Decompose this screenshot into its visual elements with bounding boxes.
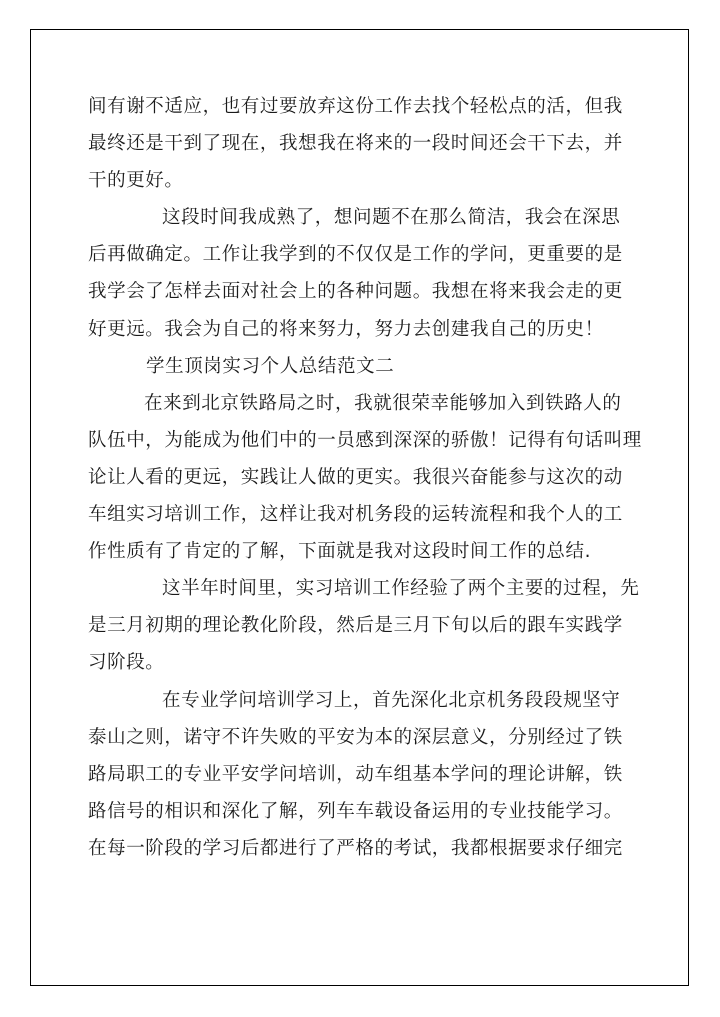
paragraph-first-line: 在专业学问培训学习上，首先深化北京机务段段规坚守 [162,689,621,711]
text-line: 队伍中，为能成为他们中的一员感到深深的骄傲！记得有句话叫理 [88,429,642,451]
text-line: 泰山之则，诺守不许失败的平安为本的深层意义，分别经过了铁 [88,726,623,748]
text-line: 间有谢不适应，也有过要放弃这份工作去找个轻松点的活，但我 [88,96,623,117]
text-line: 在每一阶段的学习后都进行了严格的考试，我都根据要求仔细完 [88,837,623,859]
text-line: 好更远。我会为自己的将来努力，努力去创建我自己的历史！ [88,318,604,340]
document-body [88,88,642,867]
text-line: 路局职工的专业平安学问培训，动车组基本学问的理论讲解，铁 [88,763,623,785]
paragraph-first-line: 这段时间我成熟了，想问题不在那么简洁，我会在深思 [162,207,621,229]
text-line: 是三月初期的理论教化阶段，然后是三月下旬以后的跟车实践学 [88,615,623,637]
text-line: 路信号的相识和深化了解，列车车载设备运用的专业技能学习。 [88,800,623,822]
text-line: 后再做确定。工作让我学到的不仅仅是工作的学问，更重要的是 [88,244,623,266]
text-line: 干的更好。 [88,170,184,192]
section-heading: 学生顶岗实习个人总结范文二 [146,355,395,377]
text-line: 最终还是干到了现在，我想我在将来的一段时间还会干下去，并 [88,133,623,155]
text-line: 我学会了怎样去面对社会上的各种问题。我想在将来我会走的更 [88,281,623,303]
paragraph-first-line: 在来到北京铁路局之时，我就很荣幸能够加入到铁路人的 [144,392,622,414]
paragraph-first-line: 这半年时间里，实习培训工作经验了两个主要的过程，先 [162,578,640,600]
text-line: 习阶段。 [88,652,165,674]
text-line: 作性质有了肯定的了解，下面就是我对这段时间工作的总结. [88,541,592,563]
text-line: 论让人看的更远，实践让人做的更实。我很兴奋能参与这次的动 [88,466,623,488]
text-line: 车组实习培训工作，这样让我对机务段的运转流程和我个人的工 [88,504,623,526]
